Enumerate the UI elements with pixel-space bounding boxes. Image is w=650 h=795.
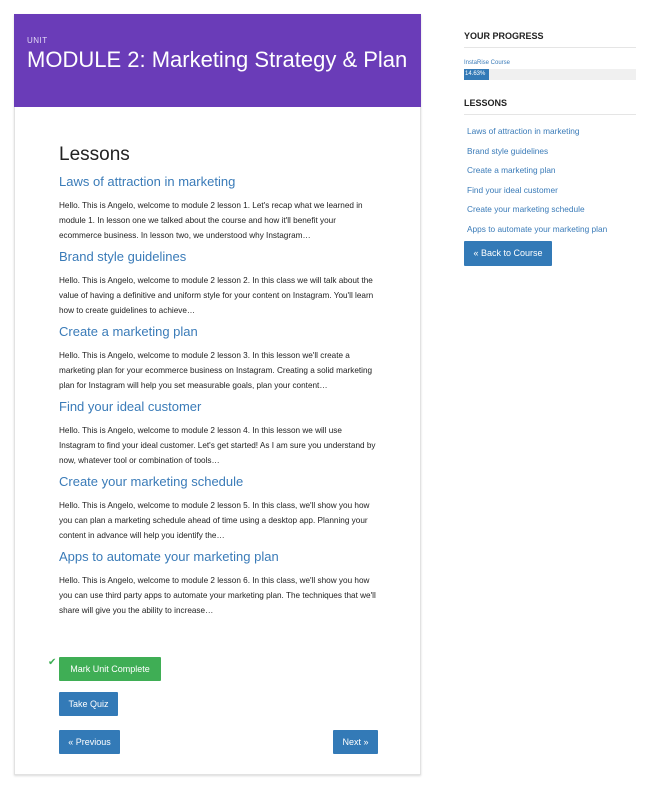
lesson-title-link[interactable]: Brand style guidelines — [59, 249, 187, 264]
sidebar-lesson-link[interactable]: Create a marketing plan — [467, 165, 556, 175]
lesson-excerpt: Hello. This is Angelo, welcome to module 2 lesson 2. In this class we will talk about the value of having a definitive and uniform style for your content on Instagram. You'll learn how to create guidelines to achieve… — [59, 276, 374, 315]
sidebar-lesson-link[interactable]: Apps to automate your marketing plan — [467, 223, 608, 234]
sidebar-lesson-link[interactable]: Find your ideal customer — [467, 184, 558, 195]
lesson-title-link[interactable]: Apps to automate your marketing plan — [59, 549, 279, 564]
module-header — [14, 14, 421, 107]
check-icon: ✔ — [48, 657, 57, 668]
course-name: InstaRise Course — [464, 60, 511, 66]
mark-unit-complete-button[interactable]: Mark Unit Complete — [59, 657, 161, 681]
lesson-item — [59, 549, 379, 618]
take-quiz-button[interactable]: Take Quiz — [59, 692, 118, 716]
sidebar-lesson-link[interactable]: Laws of attraction in marketing — [467, 126, 580, 136]
lesson-item — [59, 399, 379, 468]
sidebar-lesson-list — [464, 122, 636, 239]
lesson-item — [59, 249, 379, 318]
module-title: MODULE 2: Marketing Strategy & Plan — [27, 47, 408, 72]
progress-fill: 14.63% — [464, 69, 489, 80]
sidebar-lesson-link[interactable]: Create your marketing schedule — [467, 204, 585, 214]
lesson-excerpt: Hello. This is Angelo, welcome to module 2 lesson 4. In this lesson we will use Instagram to find your ideal customer. Let's get started! As I am sure you understand by now, whatever tool or combination of tools… — [59, 426, 376, 465]
next-button[interactable]: Next » — [333, 730, 378, 754]
lesson-title-link[interactable]: Laws of attraction in marketing — [59, 174, 236, 189]
lesson-excerpt: Hello. This is Angelo, welcome to module 2 lesson 6. In this class, we'll show you how you can use third party apps to automate your marketing plan. The techniques that we'll share will give you the ability to increase… — [59, 576, 376, 615]
lesson-item — [59, 474, 379, 543]
lesson-title-link[interactable]: Create your marketing schedule — [59, 474, 244, 489]
sidebar-lesson-link[interactable]: Brand style guidelines — [467, 145, 549, 156]
progress-bar — [464, 69, 636, 80]
lesson-excerpt: Hello. This is Angelo, welcome to module 2 lesson 5. In this class, we'll show you how you can plan a marketing schedule ahead of time using a desktop app. Planning your content in advance will help you identify the… — [59, 501, 370, 540]
back-to-course-button[interactable]: « Back to Course — [464, 241, 552, 266]
lessons-heading: Lessons — [59, 144, 130, 165]
previous-button[interactable]: « Previous — [59, 730, 120, 754]
progress-heading: YOUR PROGRESS — [464, 30, 636, 48]
lesson-title-link[interactable]: Create a marketing plan — [59, 324, 198, 339]
lessons-section — [59, 144, 379, 624]
lesson-item — [59, 324, 379, 393]
lesson-excerpt: Hello. This is Angelo, welcome to module 2 lesson 1. Let's recap what we learned in module 1. In lesson one we talked about the course and how it'll benefit your ecommerce business. In lesson two, we understood why Instagram… — [59, 201, 363, 240]
unit-label: UNIT — [27, 36, 48, 45]
lesson-title-link[interactable]: Find your ideal customer — [59, 399, 202, 414]
sidebar — [464, 30, 636, 239]
lesson-excerpt: Hello. This is Angelo, welcome to module 2 lesson 3. In this lesson we'll create a marketing plan for your ecommerce business on Instagram. Creating a solid marketing plan for Instagram will help you set measurable goals, plan your content… — [59, 351, 373, 390]
sidebar-lessons-heading: LESSONS — [464, 97, 636, 115]
lesson-item — [59, 174, 379, 243]
